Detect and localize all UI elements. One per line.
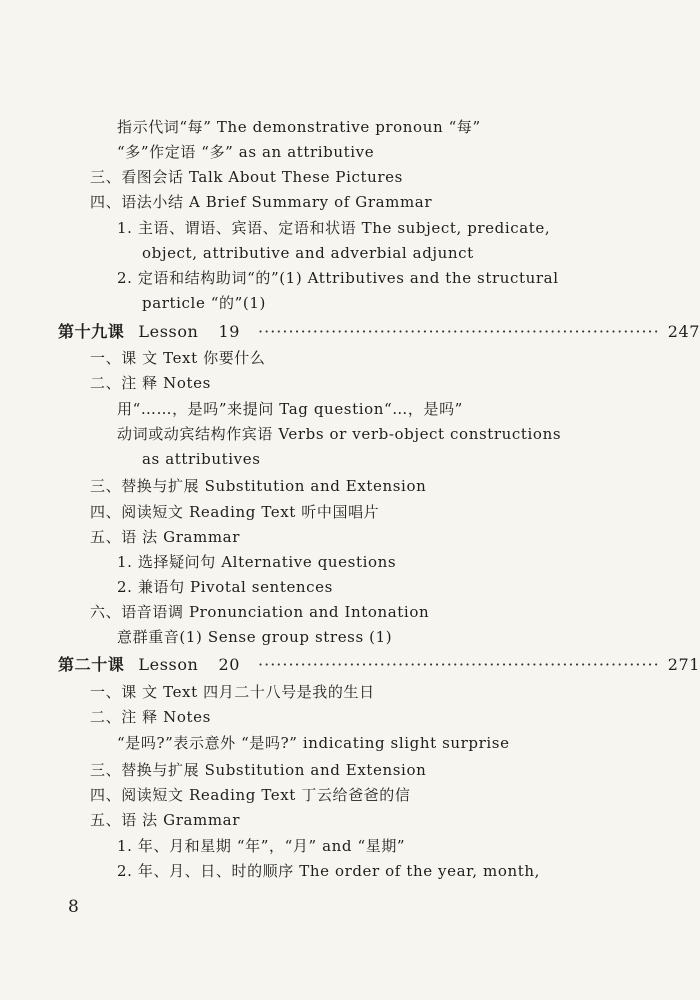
toc-line: 动词或动宾结构作宾语 Verbs or verb-object constructions [117,425,562,443]
lesson-label: Lesson [138,322,199,341]
toc-line: “多”作定语 “多” as an attributive [117,143,375,161]
toc-line: “是吗?”表示意外 “是吗?” indicating slight surprise [117,734,510,752]
lesson-number: 19 [218,322,241,341]
toc-line: 1. 主语、谓语、宾语、定语和状语 The subject, predicate, [117,219,551,237]
toc-line: 1. 选择疑问句 Alternative questions [117,553,397,571]
toc-line: 二、注 释 Notes [90,374,211,392]
lesson-page-number: 247 [667,322,700,341]
toc-line: 四、阅读短文 Reading Text 丁云给爸爸的信 [90,786,411,804]
toc-line: 指示代词“每” The demonstrative pronoun “每” [117,118,481,136]
toc-line: 用“……，是吗”来提问 Tag question“…，是吗” [117,400,463,418]
lesson-20-heading [58,655,700,675]
toc-line: 六、语音语调 Pronunciation and Intonation [90,603,430,621]
leader-dots: ·································································· [258,655,660,674]
toc-line: 2. 年、月、日、时的顺序 The order of the year, month, [117,862,540,880]
toc-line: 意群重音(1) Sense group stress (1) [117,628,393,646]
toc-line: 2. 兼语句 Pivotal sentences [117,578,333,596]
toc-line: particle “的”(1) [142,294,266,312]
lesson-title-cn: 第十九课 [58,322,125,341]
toc-line: 三、看图会话 Talk About These Pictures [90,168,403,186]
toc-line: 1. 年、月和星期 “年”，“月” and “星期” [117,837,406,855]
lesson-title-cn: 第二十课 [58,655,125,674]
toc-line: 三、替换与扩展 Substitution and Extension [90,761,427,779]
toc-line: 2. 定语和结构助词“的”(1) Attributives and the structural [117,269,559,287]
toc-line: 四、语法小结 A Brief Summary of Grammar [90,193,433,211]
toc-line: 三、替换与扩展 Substitution and Extension [90,477,427,495]
lesson-page-number: 271 [667,655,700,674]
toc-line: object, attributive and adverbial adjunct [142,244,474,262]
toc-line: 五、语 法 Grammar [90,811,240,829]
leader-dots: ·································································· [258,322,660,341]
lesson-label: Lesson [138,655,199,674]
page-number: 8 [68,897,79,917]
lesson-19-heading [58,322,700,342]
toc-line: 一、课 文 Text 四月二十八号是我的生日 [90,683,375,701]
toc-line: 二、注 释 Notes [90,708,211,726]
toc-line: 四、阅读短文 Reading Text 听中国唱片 [90,503,380,521]
toc-line: 一、课 文 Text 你要什么 [90,349,266,367]
lesson-number: 20 [218,655,241,674]
toc-line: 五、语 法 Grammar [90,528,240,546]
toc-line: as attributives [142,450,261,468]
